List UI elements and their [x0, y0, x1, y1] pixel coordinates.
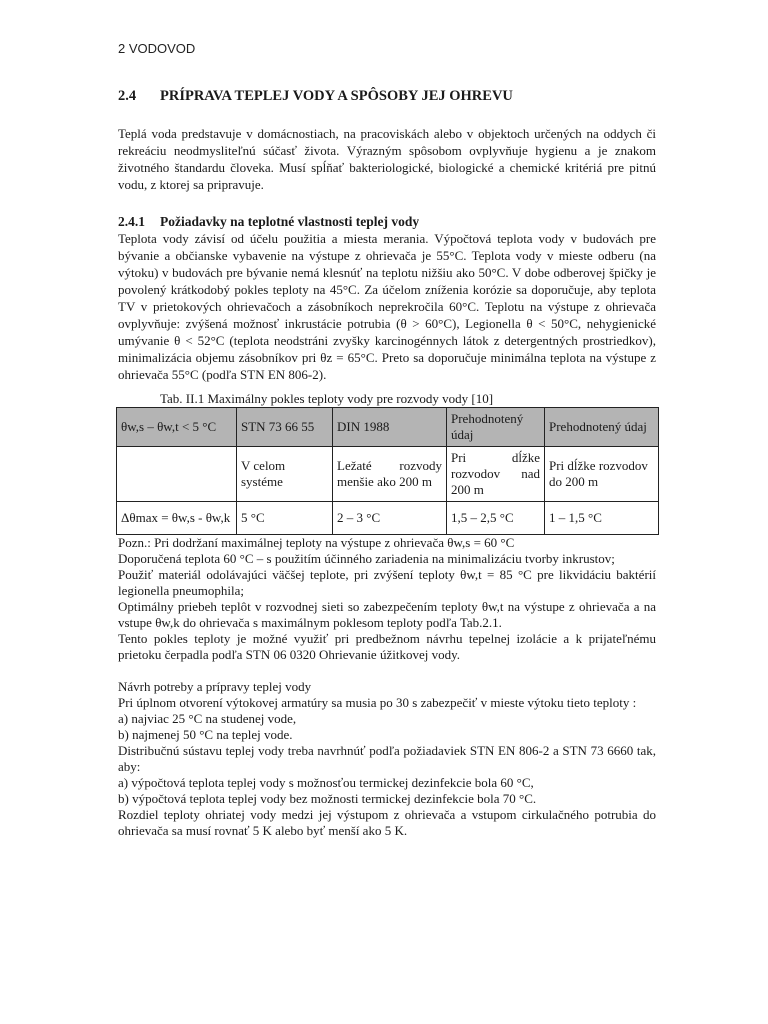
note-line: Tento pokles teploty je možné využiť pri predbežnom návrhu tepelnej izolácie a k prijateľnému prietoku čerpadla podľa STN 06 0320 Ohrievanie úžitkovej vody.: [118, 631, 656, 662]
design-line: b) najmenej 50 °C na teplej vode.: [118, 727, 293, 742]
running-header: 2 VODOVOD: [118, 41, 196, 56]
table-header-cell: Prehodnotený údaj: [545, 408, 659, 447]
page-content: [118, 88, 656, 839]
table-cell: 2 – 3 °C: [333, 502, 447, 535]
design-line: Distribučnú sústavu teplej vody treba navrhnúť podľa požiadaviek STN EN 806-2 a STN 73 6660 tak, aby:: [118, 743, 656, 774]
table-cell: Pri dĺžke rozvodov nad 200 m: [447, 447, 545, 502]
design-line: a) výpočtová teplota teplej vody s možnosťou termickej dezinfekcie bola 60 °C,: [118, 775, 534, 790]
table-header-cell: STN 73 66 55: [237, 408, 333, 447]
design-line: a) najviac 25 °C na studenej vode,: [118, 711, 297, 726]
table-cell: Pri dĺžke rozvodov do 200 m: [545, 447, 659, 502]
table-cell: 5 °C: [237, 502, 333, 535]
table-cell: 1,5 – 2,5 °C: [447, 502, 545, 535]
note-line: Optimálny priebeh teplôt v rozvodnej sieti so zabezpečením teploty θw,t na výstupe z ohrievača a na vstupe θw,k do ohrievača s maximálnym poklesom teploty podľa Tab.2.1.: [118, 599, 656, 630]
table-cell: V celom systéme: [237, 447, 333, 502]
table-cell: 1 – 1,5 °C: [545, 502, 659, 535]
table-notes: [118, 535, 656, 839]
design-heading: Návrh potreby a prípravy teplej vody: [118, 679, 312, 694]
temperature-table: [116, 407, 659, 535]
section-title-text: PRÍPRAVA TEPLEJ VODY A SPÔSOBY JEJ OHREVU: [160, 88, 513, 104]
note-line: Doporučená teplota 60 °C – s použitím účinného zariadenia na minimalizáciu tvorby inkrustov;: [118, 551, 615, 566]
table-cell: Ležaté rozvody menšie ako 200 m: [333, 447, 447, 502]
design-line: Pri úplnom otvorení výtokovej armatúry sa musia po 30 s zabezpečiť v mieste výtoku tieto teploty :: [118, 695, 637, 710]
subsection-title-text: Požiadavky na teplotné vlastnosti teplej vody: [160, 214, 420, 229]
section-title: [118, 88, 656, 105]
subsection-body: Teplota vody závisí od účelu použitia a miesta merania. Výpočtová teplota vody v budovách pre bývanie a občianske vybavenie na výstupe z ohrievača je 55°C. Teplota vody v mieste odberu (na výtoku) v budovách pre bývanie nemá klesnúť na teplotu nižšiu ako 50°C. V dobe odberovej špičky je povolený krátkodobý pokles teploty na 45°C. Za účelom zníženia korózie sa doporučuje, aby teplota TV v prietokových ohrievačoch a zásobníkoch neprekročila 60°C. Teplotu na výstupe z ohrievača ovplyvňuje: zvýšená možnosť inkrustácie potrubia (θ > 60°C), Legionella θ < 50°C, nehygienické umývanie θ < 52°C (teplota neodstráni zvyšky karcinogénnych látok z detergentných prostriedkov), minimalizácia objemu zásobníkov pri θz = 65°C. Preto sa doporučuje minimálna teplota na výstupe z ohrievača 55°C (podľa STN EN 806-2).: [118, 231, 656, 382]
table-row: [117, 447, 659, 502]
table-cell: Δθmax = θw,s - θw,k: [117, 502, 237, 535]
table-row: [117, 502, 659, 535]
table-cell: [117, 447, 237, 502]
note-line: Pozn.: Pri dodržaní maximálnej teploty na výstupe z ohrievača θw,s = 60 °C: [118, 535, 515, 550]
table-header-cell: DIN 1988: [333, 408, 447, 447]
intro-paragraph: Teplá voda predstavuje v domácnostiach, na pracoviskách alebo v objektoch určených na oddych či rekreáciu neodmysliteľnú súčasť života. Výrazným spôsobom ovplyvňuje hygienu a je znakom životného štandardu človeka. Musí spĺňať bakteriologické, biologické a chemické kritériá pre pitnú vodu, z ktorej sa pripravuje.: [118, 126, 656, 192]
table-header-cell: θw,s – θw,t < 5 °C: [117, 408, 237, 447]
design-line: Rozdiel teploty ohriatej vody medzi jej výstupom z ohrievača a vstupom cirkulačného potrubia do ohrievača sa musí rovnať 5 K alebo byť menší ako 5 K.: [118, 807, 656, 838]
section-number: 2.4: [118, 88, 137, 104]
note-line: Použiť materiál odolávajúci väčšej teplote, pri zvýšení teploty θw,t = 85 °C pre likvidáciu baktérií legionella pneumophila;: [118, 567, 656, 598]
table-caption: Tab. II.1 Maximálny pokles teploty vody pre rozvody vody [10]: [160, 391, 494, 406]
subsection-title: [118, 213, 656, 230]
subsection-number: 2.4.1: [118, 214, 145, 229]
table-header-row: [117, 408, 659, 447]
design-line: b) výpočtová teplota teplej vody bez možnosti termickej dezinfekcie bola 70 °C.: [118, 791, 537, 806]
table-header-cell: Prehodnotený údaj: [447, 408, 545, 447]
